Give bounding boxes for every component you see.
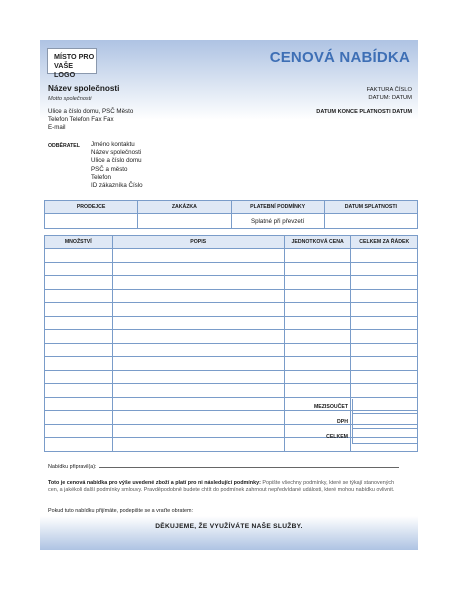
item-cell-line-total[interactable] (351, 289, 418, 303)
prepared-by-line[interactable] (99, 467, 399, 468)
company-address (48, 108, 133, 133)
terms-note-text: Popište všechny podmínky, které se týkají stanovených cen, a jakékoli další podmínky smlouvy. Pravděpodobně budete chtít do podmínek zahrnout nepředvídané události, které mohou nabídku ovlivnit. (48, 480, 395, 494)
total-row (44, 429, 418, 444)
invoice-number: FAKTURA ČÍSLO (366, 87, 412, 93)
prepared-by (48, 464, 412, 470)
items-header-line-total: CELKEM ZA ŘÁDEK (351, 236, 418, 249)
table-row (45, 303, 418, 317)
terms-cell-order[interactable] (138, 214, 231, 229)
item-cell-line-total[interactable] (351, 370, 418, 384)
item-cell-quantity[interactable] (45, 330, 113, 344)
phone-fax-line: Telefon Telefon Fax Fax (48, 116, 114, 124)
item-cell-line-total[interactable] (351, 357, 418, 371)
item-cell-unit-price[interactable] (284, 384, 351, 398)
item-cell-quantity[interactable] (45, 303, 113, 317)
recipient-street: Ulice a číslo domu (91, 157, 142, 165)
recipient-company: Název společnosti (91, 149, 142, 157)
recipient-customer-id: ID zákazníka Číslo (91, 182, 143, 190)
vat-row (44, 414, 418, 429)
total-label: CELKEM (326, 434, 348, 440)
logo-placeholder[interactable] (47, 48, 97, 79)
footer-band (40, 516, 418, 550)
recipient-phone: Telefon (91, 173, 111, 181)
document-title: CENOVÁ NABÍDKA (269, 49, 410, 66)
item-cell-line-total[interactable] (351, 316, 418, 330)
valid-until: DATUM KONCE PLATNOSTI DATUM (316, 109, 412, 115)
prepared-by-label: Nabídku připravil(a): (48, 464, 97, 470)
recipient-contact: Jméno kontaktu (91, 141, 135, 148)
item-cell-unit-price[interactable] (284, 343, 351, 357)
item-cell-line-total[interactable] (351, 262, 418, 276)
item-cell-line-total[interactable] (351, 276, 418, 290)
item-cell-description[interactable] (112, 316, 284, 330)
table-row (45, 370, 418, 384)
item-cell-description[interactable] (112, 330, 284, 344)
item-cell-description[interactable] (112, 276, 284, 290)
subtotal-row (44, 399, 418, 414)
recipient-city: PSČ a město (91, 165, 128, 173)
address-line: Ulice a číslo domu, PSČ Město (48, 108, 134, 115)
terms-header-order: ZAKÁZKA (138, 201, 231, 214)
logo-line-2: VAŠE LOGO (54, 61, 76, 79)
item-cell-quantity[interactable] (45, 357, 113, 371)
items-header-description: POPIS (112, 236, 284, 249)
item-cell-description[interactable] (112, 343, 284, 357)
table-row (45, 316, 418, 330)
vat-cell[interactable] (352, 414, 418, 429)
item-cell-line-total[interactable] (351, 343, 418, 357)
items-header-quantity: MNOŽSTVÍ (45, 236, 113, 249)
company-motto: Motto společnosti (48, 96, 92, 102)
item-cell-unit-price[interactable] (284, 316, 351, 330)
acceptance-label: Pokud tuto nabídku přijímáte, podepište se a vraťte obratem: (48, 508, 193, 514)
subtotal-label: MEZISOUČET (313, 404, 348, 410)
terms-header-payment: PLATEBNÍ PODMÍNKY (231, 201, 324, 214)
item-cell-unit-price[interactable] (284, 330, 351, 344)
terms-note (48, 480, 398, 494)
item-cell-unit-price[interactable] (284, 249, 351, 263)
table-row (45, 384, 418, 398)
item-cell-quantity[interactable] (45, 249, 113, 263)
item-cell-line-total[interactable] (351, 330, 418, 344)
table-row (45, 343, 418, 357)
item-cell-quantity[interactable] (45, 343, 113, 357)
item-cell-unit-price[interactable] (284, 357, 351, 371)
item-cell-description[interactable] (112, 370, 284, 384)
table-row (45, 289, 418, 303)
table-row (45, 330, 418, 344)
item-cell-quantity[interactable] (45, 289, 113, 303)
item-cell-description[interactable] (112, 249, 284, 263)
thank-you: DĚKUJEME, ŽE VYUŽÍVÁTE NAŠE SLUŽBY. (155, 523, 303, 530)
items-header-unit-price: JEDNOTKOVÁ CENA (284, 236, 351, 249)
email-line: E-mail (48, 124, 66, 132)
item-cell-quantity[interactable] (45, 316, 113, 330)
vat-label: DPH (337, 419, 348, 425)
item-cell-description[interactable] (112, 303, 284, 317)
logo-line-1: MÍSTO PRO (54, 52, 95, 61)
recipient-label: ODBĚRATEL (48, 143, 80, 149)
item-cell-description[interactable] (112, 262, 284, 276)
item-cell-quantity[interactable] (45, 384, 113, 398)
invoice-date: DATUM: DATUM (368, 95, 412, 101)
item-cell-quantity[interactable] (45, 276, 113, 290)
company-name: Název společnosti (48, 84, 120, 93)
table-row (45, 357, 418, 371)
item-cell-description[interactable] (112, 384, 284, 398)
terms-cell-seller[interactable] (45, 214, 138, 229)
item-cell-line-total[interactable] (351, 249, 418, 263)
item-cell-quantity[interactable] (45, 262, 113, 276)
invoice-info (367, 86, 412, 102)
terms-header-due-date: DATUM SPLATNOSTI (324, 201, 417, 214)
item-cell-unit-price[interactable] (284, 289, 351, 303)
table-row (45, 276, 418, 290)
table-row (45, 262, 418, 276)
totals-block (44, 399, 418, 444)
table-row (45, 249, 418, 263)
recipient-block (91, 141, 143, 190)
item-cell-unit-price[interactable] (284, 262, 351, 276)
terms-table (44, 200, 418, 229)
terms-note-bold: Toto je cenová nabídka pro výše uvedené zboží a platí pro ni následující podmínky: (48, 480, 261, 486)
item-cell-description[interactable] (112, 289, 284, 303)
item-cell-unit-price[interactable] (284, 370, 351, 384)
subtotal-cell[interactable] (352, 399, 418, 414)
terms-cell-due-date[interactable] (324, 214, 417, 229)
item-cell-description[interactable] (112, 357, 284, 371)
terms-cell-payment[interactable]: Splatné při převzetí (231, 214, 324, 229)
item-cell-quantity[interactable] (45, 370, 113, 384)
item-cell-line-total[interactable] (351, 384, 418, 398)
total-cell[interactable] (352, 429, 418, 444)
item-cell-unit-price[interactable] (284, 276, 351, 290)
terms-header-seller: PRODEJCE (45, 201, 138, 214)
item-cell-unit-price[interactable] (284, 303, 351, 317)
quote-document (40, 40, 418, 550)
item-cell-line-total[interactable] (351, 303, 418, 317)
